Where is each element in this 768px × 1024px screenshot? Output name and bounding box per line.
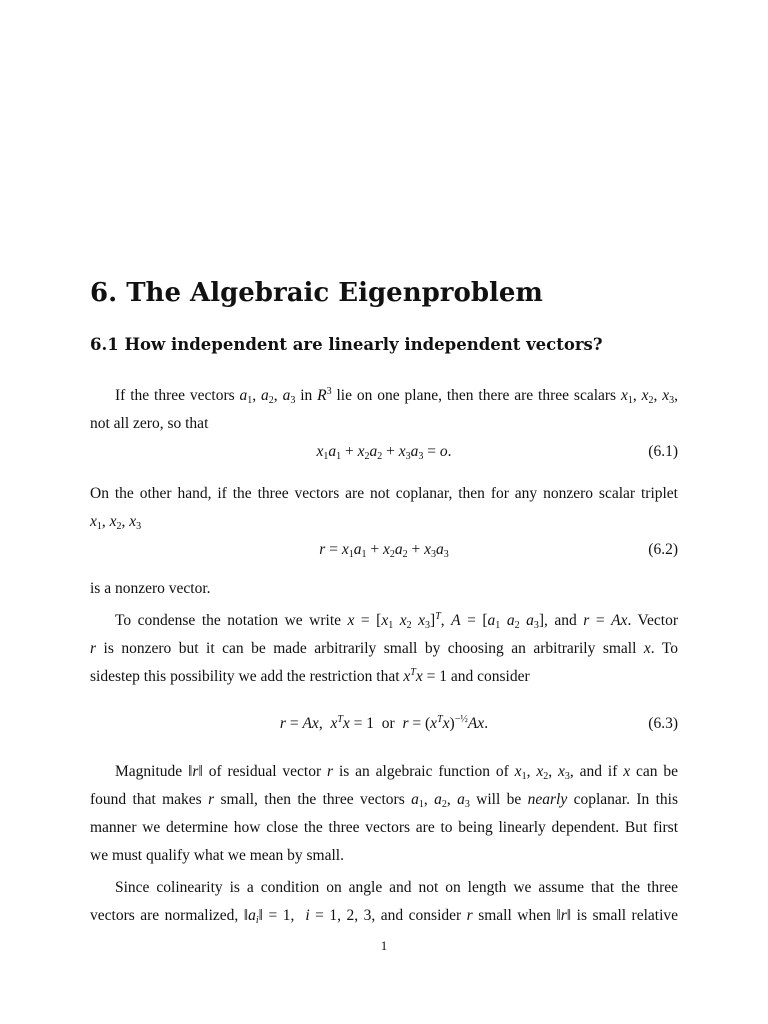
equation-6-3 — [90, 713, 678, 735]
paragraph-line: we must qualify what we mean by small. — [90, 847, 344, 864]
paragraph-line: vectors are normalized, $‖a_i‖ = 1$, i = 1, 2, 3, and consider r small when ‖r‖ is small relative — [90, 907, 679, 926]
section-title: 6.1 How independent are linearly independent vectors? — [90, 335, 603, 354]
page-number: 1 — [380, 938, 388, 953]
equation-number: (6.3) — [648, 715, 678, 732]
equation-6-2 — [90, 539, 678, 561]
equation-number: (6.2) — [648, 541, 678, 558]
equation-body: $x_1a_1 + x_2a_2 + x_3a_3 = o$. — [316, 443, 452, 462]
paragraph-line: found that makes r small, then the three vectors $a_1$, $a_2$, $a_3$ will be nearly coplanar. In this — [90, 791, 678, 810]
chapter-title: 6. The Algebraic Eigenproblem — [90, 278, 543, 308]
paragraph-line: Since colinearity is a condition on angle and not on length we assume that the three — [115, 879, 678, 896]
paragraph-line: If the three vectors $a_1$, $a_2$, $a_3$ in $R^3$ lie on one plane, then there are three scalars $x_1$, $x_2$, $x_3$, — [115, 386, 679, 406]
paragraph-line: is a nonzero vector. — [90, 580, 211, 597]
paragraph-line: r is nonzero but it can be made arbitrarily small by choosing an arbitrarily small x. To — [90, 640, 678, 657]
equation-body: r = Ax, $x^Tx = 1$ or $r = (x^Tx)^{-\frac{1}{2}}Ax$. — [279, 714, 489, 732]
equation-number: (6.1) — [648, 443, 678, 460]
paragraph-line: sidestep this possibility we add the restriction that $x^Tx = 1$ and consider — [90, 667, 530, 685]
paragraph-line: On the other hand, if the three vectors are not coplanar, then for any nonzero scalar triplet — [90, 485, 678, 502]
paragraph-line: manner we determine how close the three vectors are to being linearly dependent. But first — [90, 819, 678, 836]
paragraph-line: $x_1$, $x_2$, $x_3$ — [90, 513, 142, 532]
paragraph-line: To condense the notation we write $x = [x_1$ $x_2$ $x_3]^T$, $A = [a_1$ $a_2$ $a_3$], and r = Ax. Vector — [115, 611, 679, 631]
equation-body: $r = x_1a_1 + x_2a_2 + x_3a_3$ — [319, 541, 449, 560]
equation-6-1 — [90, 441, 678, 463]
paragraph-line: Magnitude ‖r‖ of residual vector r is an algebraic function of $x_1$, $x_2$, $x_3$, and if x can be — [115, 763, 679, 782]
paragraph-line: not all zero, so that — [90, 415, 209, 432]
